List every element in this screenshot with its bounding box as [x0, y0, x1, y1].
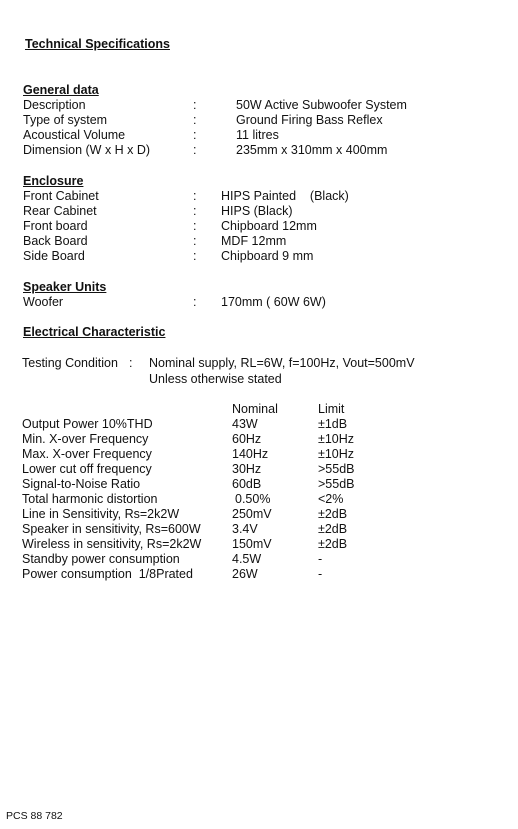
spec-label: Acoustical Volume — [23, 128, 126, 142]
general-data-heading: General data — [23, 83, 99, 97]
spec-value: MDF 12mm — [221, 234, 287, 248]
enclosure-heading: Enclosure — [23, 174, 84, 188]
spec-row-front-cabinet — [0, 189, 518, 204]
colon-separator: : — [193, 234, 197, 248]
row-label: Standby power consumption — [22, 552, 180, 566]
testing-condition-line2: Unless otherwise stated — [149, 372, 282, 386]
row-nominal: 60Hz — [232, 432, 262, 446]
spec-label: Rear Cabinet — [23, 204, 97, 218]
testing-condition-line1: Nominal supply, RL=6W, f=100Hz, Vout=500mV — [149, 356, 415, 370]
table-row — [0, 522, 518, 537]
row-limit: ±2dB — [318, 507, 348, 521]
table-row — [0, 507, 518, 522]
row-limit: ±10Hz — [318, 447, 355, 461]
row-label: Lower cut off frequency — [22, 462, 152, 476]
row-nominal: 4.5W — [232, 552, 262, 566]
spec-label: Front Cabinet — [23, 189, 99, 203]
speaker-units-heading: Speaker Units — [23, 280, 107, 294]
row-nominal: 140Hz — [232, 447, 269, 461]
document-code: PCS 88 782 — [6, 810, 63, 822]
spec-label: Dimension (W x H x D) — [23, 143, 151, 157]
row-label: Speaker in sensitivity, Rs=600W — [22, 522, 201, 536]
row-label: Max. X-over Frequency — [22, 447, 152, 461]
colon-separator: : — [193, 98, 197, 112]
table-row — [0, 417, 518, 432]
row-nominal: 60dB — [232, 477, 262, 491]
spec-value: 11 litres — [236, 128, 279, 142]
colon-separator: : — [193, 219, 197, 233]
colon-separator: : — [193, 189, 197, 203]
table-row — [0, 567, 518, 582]
testing-condition-label: Testing Condition — [22, 356, 118, 370]
colon-separator: : — [193, 128, 197, 142]
colon-separator: : — [193, 295, 197, 309]
row-nominal: 3.4V — [232, 522, 258, 536]
spec-label: Front board — [23, 219, 88, 233]
electrical-heading: Electrical Characteristic — [23, 325, 166, 339]
spec-label: Description — [23, 98, 86, 112]
spec-value: 235mm x 310mm x 400mm — [236, 143, 388, 157]
row-limit: ±2dB — [318, 522, 348, 536]
colon-separator: : — [193, 204, 197, 218]
table-row — [0, 432, 518, 447]
spec-row-side-board — [0, 249, 518, 264]
table-row — [0, 492, 518, 507]
colon-separator: : — [193, 249, 197, 263]
row-label: Wireless in sensitivity, Rs=2k2W — [22, 537, 202, 551]
row-limit: ±1dB — [318, 417, 348, 431]
row-label: Line in Sensitivity, Rs=2k2W — [22, 507, 180, 521]
row-nominal: 150mV — [232, 537, 272, 551]
row-nominal: 250mV — [232, 507, 272, 521]
spec-row-back-board — [0, 234, 518, 249]
row-label: Power consumption 1/8Prated — [22, 567, 193, 581]
spec-row-description — [0, 98, 518, 113]
page-title: Technical Specifications — [25, 37, 170, 51]
table-row — [0, 462, 518, 477]
spec-value: HIPS Painted (Black) — [221, 189, 349, 203]
spec-value: Chipboard 12mm — [221, 219, 317, 233]
row-limit: <2% — [318, 492, 344, 506]
row-limit: >55dB — [318, 462, 355, 476]
row-nominal: 30Hz — [232, 462, 262, 476]
column-header-limit: Limit — [318, 402, 345, 416]
colon-separator: : — [193, 143, 197, 157]
row-limit: - — [318, 552, 323, 566]
row-nominal: 26W — [232, 567, 258, 581]
row-label: Output Power 10%THD — [22, 417, 153, 431]
spec-row-front-board — [0, 219, 518, 234]
spec-value: Ground Firing Bass Reflex — [236, 113, 383, 127]
table-row — [0, 447, 518, 462]
row-limit: ±2dB — [318, 537, 348, 551]
spec-row-acoustical-volume — [0, 128, 518, 143]
row-limit: >55dB — [318, 477, 355, 491]
row-limit: ±10Hz — [318, 432, 355, 446]
spec-value: 170mm ( 60W 6W) — [221, 295, 326, 309]
spec-label: Type of system — [23, 113, 108, 127]
row-label: Total harmonic distortion — [22, 492, 158, 506]
column-header-nominal: Nominal — [232, 402, 278, 416]
spec-row-rear-cabinet — [0, 204, 518, 219]
row-label: Min. X-over Frequency — [22, 432, 149, 446]
table-row — [0, 552, 518, 567]
spec-label: Side Board — [23, 249, 85, 263]
table-row — [0, 477, 518, 492]
spec-value: Chipboard 9 mm — [221, 249, 314, 263]
row-nominal: 0.50% — [235, 492, 271, 506]
spec-value: 50W Active Subwoofer System — [236, 98, 407, 112]
row-limit: - — [318, 567, 323, 581]
spec-row-dimension — [0, 143, 518, 158]
table-row — [0, 537, 518, 552]
spec-row-woofer — [0, 295, 518, 310]
colon-separator: : — [193, 113, 197, 127]
spec-label: Woofer — [23, 295, 64, 309]
spec-value: HIPS (Black) — [221, 204, 293, 218]
spec-row-type-of-system — [0, 113, 518, 128]
row-nominal: 43W — [232, 417, 258, 431]
testing-condition-colon: : — [129, 356, 133, 370]
spec-label: Back Board — [23, 234, 88, 248]
row-label: Signal-to-Noise Ratio — [22, 477, 141, 491]
